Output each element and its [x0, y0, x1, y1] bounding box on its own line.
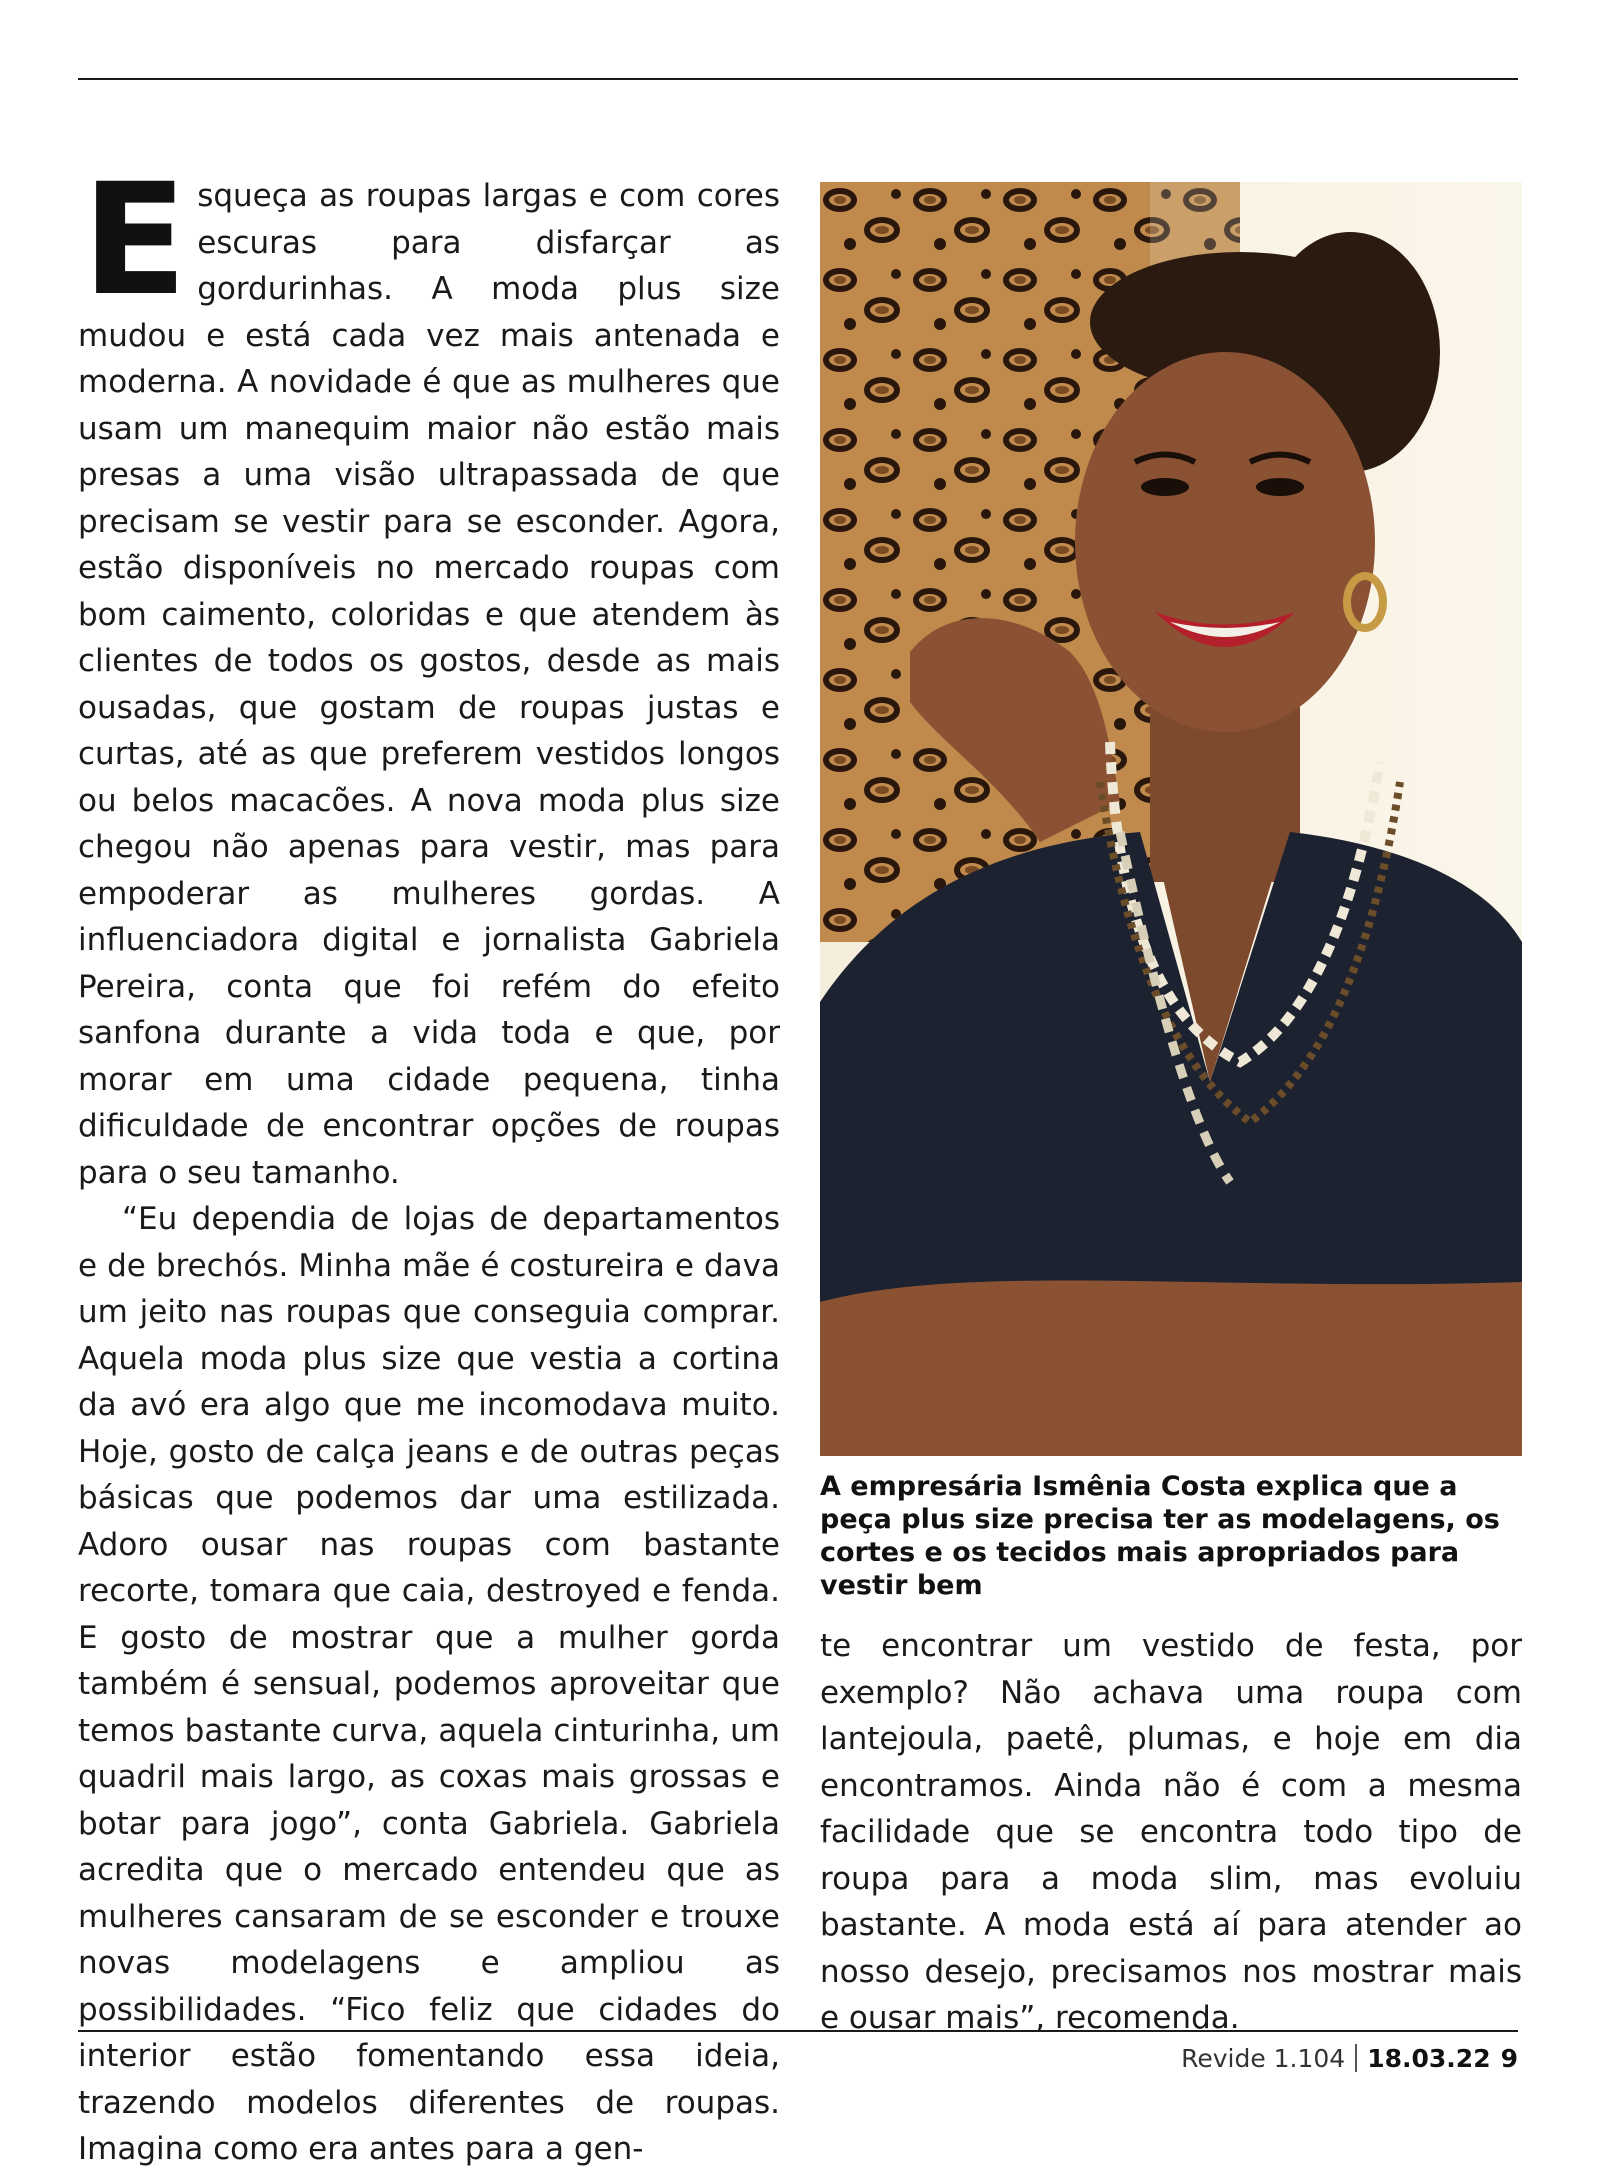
footer-rule: [78, 2030, 1518, 2032]
article-column-left: [78, 151, 780, 2173]
issue-date: 18.03.22: [1367, 2044, 1491, 2073]
magazine-issue: Revide 1.104: [1181, 2044, 1346, 2073]
drop-cap: E: [82, 151, 188, 330]
photo-caption: A empresária Ismênia Costa explica que a peça plus size precisa ter as modelagens, os cortes e os tecidos mais apropriados para vestir bem: [820, 1471, 1500, 1601]
article-paragraph-2: “Eu dependia de lojas de departamentos e de brechós. Minha mãe é costureira e dava um jeito nas roupas que conseguia comprar. Aquela moda plus size que vestia a cortina da avó era algo que me incomodava muito. Hoje, gosto de calça jeans e de outras peças básicas que podemos dar uma estilizada. Adoro ousar nas roupas com bastante recorte, tomara que caia, destroyed e fenda. E gosto de mostrar que a mulher gorda também é sensual, podemos aproveitar que temos bastante curva, aquela cinturinha, um quadril mais largo, as coxas mais grossas e botar para jogo”, conta Gabriela. Gabriela acredita que o mercado entendeu que as mulheres cansaram de se esconder e trouxe novas modelagens e ampliou as possibilidades. “Fico feliz que cidades do interior estão fomentando essa ideia, trazendo modelos diferentes de roupas. Imagina como era antes para a gen-: [78, 1201, 780, 2167]
page-number: 9: [1500, 2044, 1518, 2073]
paragraph-text: squeça as roupas largas e com cores escuras para disfarçar as gordurinhas. A moda plus size mudou e está cada vez mais antenada e moderna. A novidade é que as mulheres que usam um manequim maior não estão mais presas a uma visão ultrapassada de que precisam se vestir para se esconder. Agora, estão disponíveis no mercado roupas com bom caimento, coloridas e que atendem às clientes de todos os gostos, desde as mais ousadas, que gostam de roupas justas e curtas, até as que preferem vestidos longos ou belos macacões. A nova moda plus size chegou não apenas para vestir, mas para empoderar as mulheres gordas. A influenciadora digital e jornalista Gabriela Pereira, conta que foi refém do efeito sanfona durante a vida toda e que, por morar em uma cidade pequena, tinha dificuldade de encontrar opções de roupas para o seu tamanho.: [78, 178, 780, 1191]
portrait-photo: [820, 182, 1522, 1456]
header-rule: [78, 78, 1518, 80]
article-paragraph-3: te encontrar um vestido de festa, por exemplo? Não achava uma roupa com lantejoula, paetê, plumas, e hoje em dia encontramos. Ainda não é com a mesma facilidade que se encontra todo tipo de roupa para a moda slim, mas evoluiu bastante. A moda está aí para atender ao nosso desejo, precisamos nos mostrar mais e ousar mais”, recomenda.: [820, 1628, 1522, 2036]
portrait-illustration: [820, 182, 1522, 1456]
article-paragraph-1: [78, 151, 780, 1196]
article-column-right: [820, 1623, 1522, 2042]
footer-separator: [1355, 2044, 1357, 2072]
page-footer: [1181, 2042, 1518, 2076]
